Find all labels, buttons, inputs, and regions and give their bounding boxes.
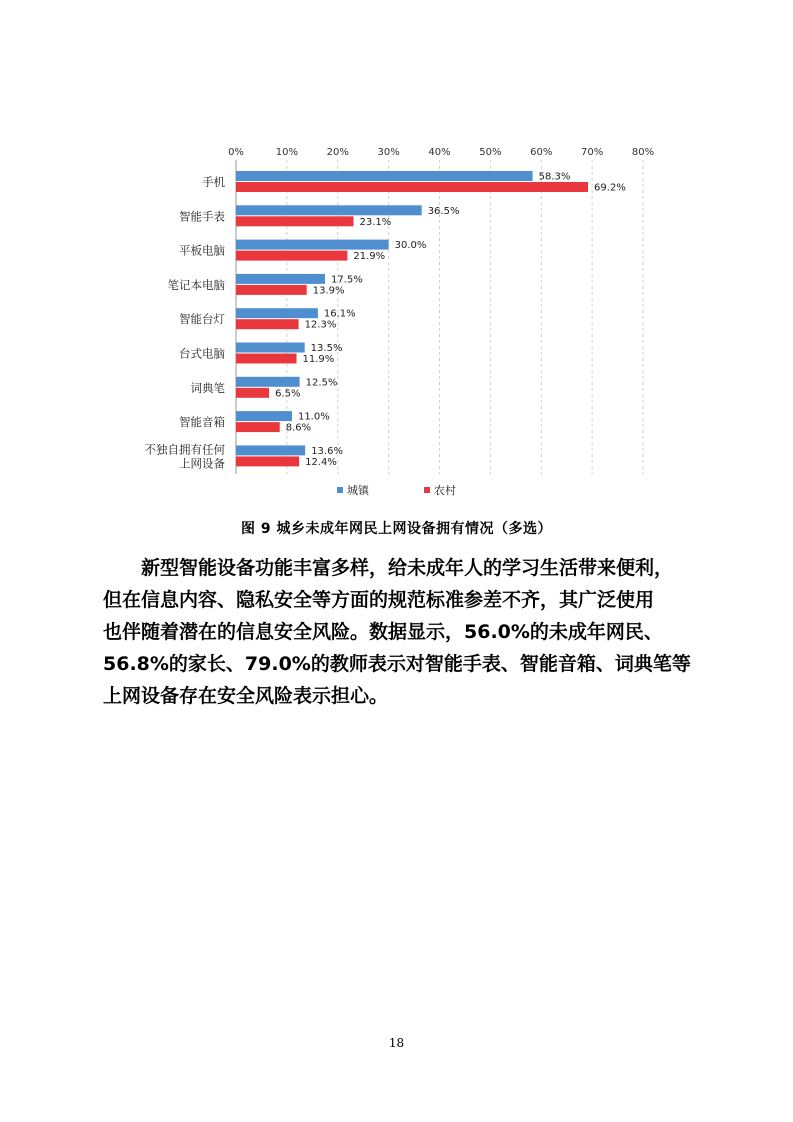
page-number: 18 xyxy=(388,1036,405,1050)
data-label: 16.1% xyxy=(323,308,356,320)
data-label: 13.9% xyxy=(312,285,345,297)
bar-rural xyxy=(236,354,297,364)
bar-rural xyxy=(236,422,280,432)
data-label: 36.5% xyxy=(427,205,460,217)
bar-urban xyxy=(236,377,300,387)
bar-urban xyxy=(236,308,318,318)
bar-rural xyxy=(236,319,299,329)
x-axis-ticks xyxy=(228,147,654,158)
legend-label: 农村 xyxy=(434,484,456,497)
category-label: 智能台灯 xyxy=(179,312,225,327)
legend-swatch xyxy=(424,487,430,493)
body-line: 上网设备存在安全风险表示担心。 xyxy=(103,685,389,707)
category-label: 智能手表 xyxy=(179,209,225,224)
figure-caption: 图 9 城乡未成年网民上网设备拥有情况（多选） xyxy=(241,521,552,537)
category-label: 不独自拥有任何 xyxy=(144,442,225,457)
data-label: 13.6% xyxy=(311,445,343,457)
data-label: 58.3% xyxy=(538,171,571,183)
data-label: 11.0% xyxy=(297,411,330,423)
bar-urban xyxy=(236,171,533,181)
category-label: 平板电脑 xyxy=(179,243,225,258)
bar-rural xyxy=(236,216,354,226)
body-paragraph xyxy=(103,552,693,712)
category-label: 词典笔 xyxy=(190,380,225,395)
data-label: 23.1% xyxy=(359,216,392,228)
bar-urban xyxy=(236,274,325,284)
category-label: 笔记本电脑 xyxy=(167,277,225,292)
body-line: 新型智能设备功能丰富多样，给未成年人的学习生活带来便利， xyxy=(141,557,674,579)
bar-rural xyxy=(236,456,299,466)
data-label: 11.9% xyxy=(302,354,335,365)
data-label: 69.2% xyxy=(594,182,626,194)
legend-label: 城镇 xyxy=(347,484,369,497)
data-labels xyxy=(275,172,626,468)
data-label: 12.3% xyxy=(304,319,337,331)
bar-urban xyxy=(236,205,422,215)
bar-rural xyxy=(236,251,347,261)
bar-rural xyxy=(236,388,269,398)
x-tick-label: 50% xyxy=(479,147,502,158)
data-label: 21.9% xyxy=(353,251,386,263)
data-label: 12.5% xyxy=(305,377,338,389)
bar-urban xyxy=(236,411,292,421)
x-tick-label: 40% xyxy=(428,147,451,158)
x-tick-label: 60% xyxy=(530,147,553,158)
body-line: 56.8%的家长、79.0%的教师表示对智能手表、智能音箱、词典笔等 xyxy=(103,653,691,675)
bar-rural xyxy=(236,182,588,192)
data-label: 13.5% xyxy=(310,343,343,354)
bar-rural xyxy=(236,285,307,295)
bar-urban xyxy=(236,445,305,455)
body-line: 也伴随着潜在的信息安全风险。数据显示，56.0%的未成年网民、 xyxy=(103,621,663,643)
category-label: 台式电脑 xyxy=(179,346,225,361)
bar-urban xyxy=(236,240,389,250)
x-tick-label: 10% xyxy=(275,147,298,158)
category-label: 手机 xyxy=(202,175,225,189)
bar-chart xyxy=(0,0,793,510)
x-tick-label: 80% xyxy=(631,147,655,158)
legend-swatch xyxy=(337,487,343,493)
bar-urban xyxy=(236,343,305,353)
x-tick-label: 0% xyxy=(228,147,244,158)
x-tick-label: 20% xyxy=(326,147,349,158)
category-label: 智能音箱 xyxy=(179,415,225,430)
body-line: 但在信息内容、隐私安全等方面的规范标准参差不齐，其广泛使用 xyxy=(103,589,655,611)
x-tick-label: 70% xyxy=(581,147,604,158)
data-label: 12.4% xyxy=(305,456,337,468)
data-label: 8.6% xyxy=(285,422,312,434)
data-label: 6.5% xyxy=(275,388,301,400)
data-label: 30.0% xyxy=(394,240,427,252)
chart-legend xyxy=(337,483,456,497)
data-label: 17.5% xyxy=(331,274,363,286)
category-label: 上网设备 xyxy=(179,456,225,471)
x-tick-label: 30% xyxy=(377,147,400,158)
category-labels xyxy=(145,175,226,470)
